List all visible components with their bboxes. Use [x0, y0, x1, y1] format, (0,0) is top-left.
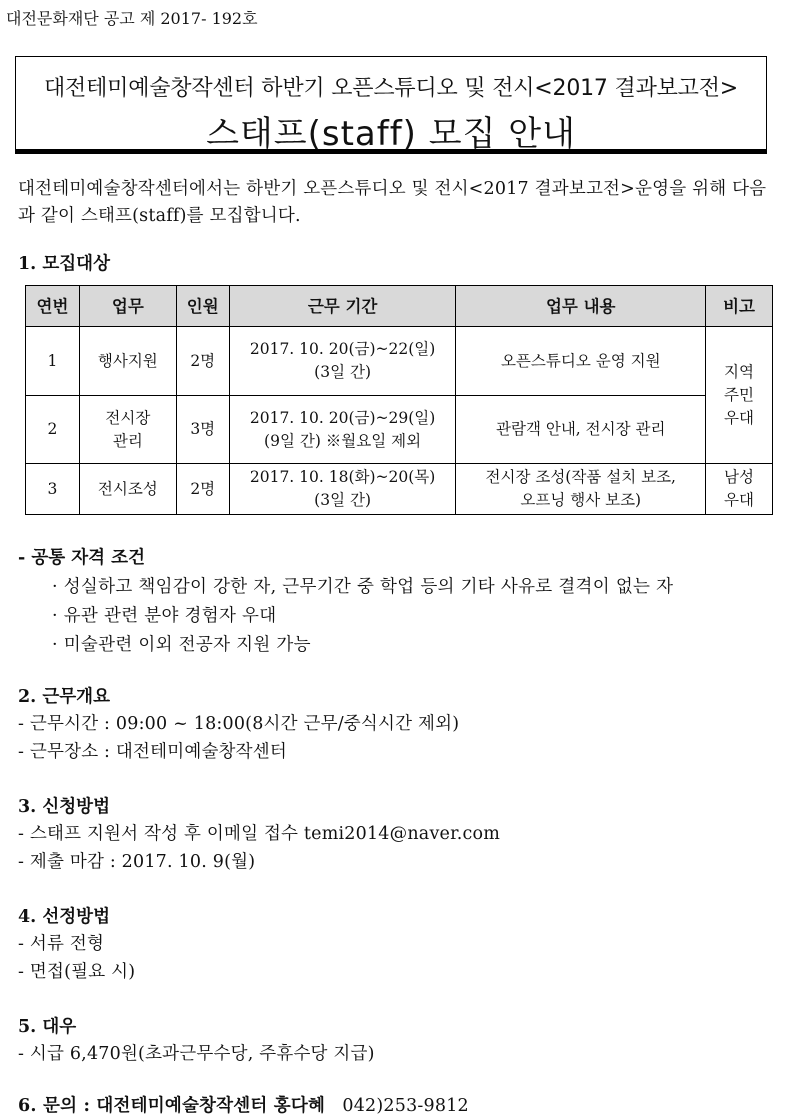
note-line: 우대 [724, 408, 754, 427]
qualification-item: · 성실하고 책임감이 강한 자, 근무기간 중 학업 등의 기타 사유로 결격이 없는 자 [52, 577, 674, 597]
contact-line [18, 1092, 469, 1117]
table-row [26, 464, 773, 515]
row-content [456, 464, 706, 515]
period-duration: (3일 간) [314, 363, 371, 381]
table-header: 인원 [176, 286, 229, 327]
row-number: 2 [26, 396, 80, 464]
task-line: 관리 [112, 431, 143, 450]
row-note [706, 327, 773, 464]
deadline-line: - 제출 마감 : 2017. 10. 9(월) [18, 852, 256, 872]
qualification-item: · 미술관련 이외 전공자 지원 가능 [52, 635, 311, 655]
page-title: 스태프(staff) 모집 안내 [206, 114, 576, 154]
work-place-line: - 근무장소 : 대전테미예술창작센터 [18, 742, 287, 762]
table-header: 비고 [706, 286, 773, 327]
pay-line: - 시급 6,470원(초과근무수당, 주휴수당 지급) [18, 1044, 375, 1064]
row-note [706, 464, 773, 515]
selection-line: - 면접(필요 시) [18, 962, 136, 982]
contact-org: 대전테미예술창작센터 홍다혜 [96, 1096, 326, 1116]
table-row [26, 327, 773, 396]
section-5-title: 5. 대우 [18, 1017, 77, 1037]
title-subtitle: 대전테미예술창작센터 하반기 오픈스튜디오 및 전시<2017 결과보고전> [43, 76, 739, 101]
recruitment-table [25, 285, 773, 515]
row-number: 1 [26, 327, 80, 396]
selection-line: - 서류 전형 [18, 934, 105, 954]
content-line: 오프닝 행사 보조) [520, 491, 642, 509]
table-header: 근무 기간 [229, 286, 456, 327]
row-number: 3 [26, 464, 80, 515]
contact-label: 6. 문의 : [18, 1096, 97, 1116]
row-people: 2명 [176, 327, 229, 396]
qualification-item: · 유관 관련 분야 경험자 우대 [52, 606, 277, 626]
section-2-title: 2. 근무개요 [18, 687, 110, 707]
note-line: 남성 [724, 468, 754, 486]
period-dates: 2017. 10. 20(금)~29(일) [249, 408, 436, 427]
row-period [229, 327, 456, 396]
row-people: 2명 [176, 464, 229, 515]
table-header: 업무 내용 [456, 286, 706, 327]
table-header: 업무 [79, 286, 176, 327]
task-line: 전시장 [105, 408, 151, 427]
table-row [26, 396, 773, 464]
note-line: 지역 [724, 362, 754, 381]
period-dates: 2017. 10. 20(금)~22(일) [249, 340, 436, 358]
row-content [456, 327, 706, 396]
content-line: 관람객 안내, 전시장 관리 [496, 420, 666, 438]
apply-method-line: - 스태프 지원서 작성 후 이메일 접수 temi2014@naver.com [18, 824, 501, 844]
table-header: 연번 [26, 286, 80, 327]
row-period [229, 464, 456, 515]
notice-number: 대전문화재단 공고 제 2017- 192호 [6, 9, 258, 28]
intro-paragraph: 대전테미예술창작센터에서는 하반기 오픈스튜디오 및 전시<2017 결과보고전>운영을 위해 다음과 같이 스태프(staff)를 모집합니다. [18, 179, 767, 226]
row-task: 전시조성 [79, 464, 176, 515]
content-line: 오픈스튜디오 운영 지원 [500, 351, 661, 370]
note-line: 우대 [724, 491, 754, 509]
work-hours-line: - 근무시간 : 09:00 ~ 18:00(8시간 근무/중식시간 제외) [18, 714, 460, 734]
contact-phone: 042)253-9812 [342, 1096, 469, 1116]
row-task: 행사지원 [79, 327, 176, 396]
period-duration: (3일 간) [314, 491, 371, 509]
table-header-row [26, 286, 773, 327]
section-4-title: 4. 선정방법 [18, 907, 110, 927]
content-line: 전시장 조성(작품 설치 보조, [485, 468, 676, 486]
period-dates: 2017. 10. 18(화)~20(목) [249, 468, 436, 486]
row-task [79, 396, 176, 464]
row-people: 3명 [176, 396, 229, 464]
section-3-title: 3. 신청방법 [18, 797, 110, 817]
title-box [15, 56, 767, 154]
row-content [456, 396, 706, 464]
row-period [229, 396, 456, 464]
period-duration: (9일 간) ※월요일 제외 [264, 431, 422, 450]
note-line: 주민 [724, 385, 754, 404]
qualifications-title: - 공통 자격 조건 [18, 548, 145, 568]
section-1-title: 1. 모집대상 [18, 254, 110, 274]
